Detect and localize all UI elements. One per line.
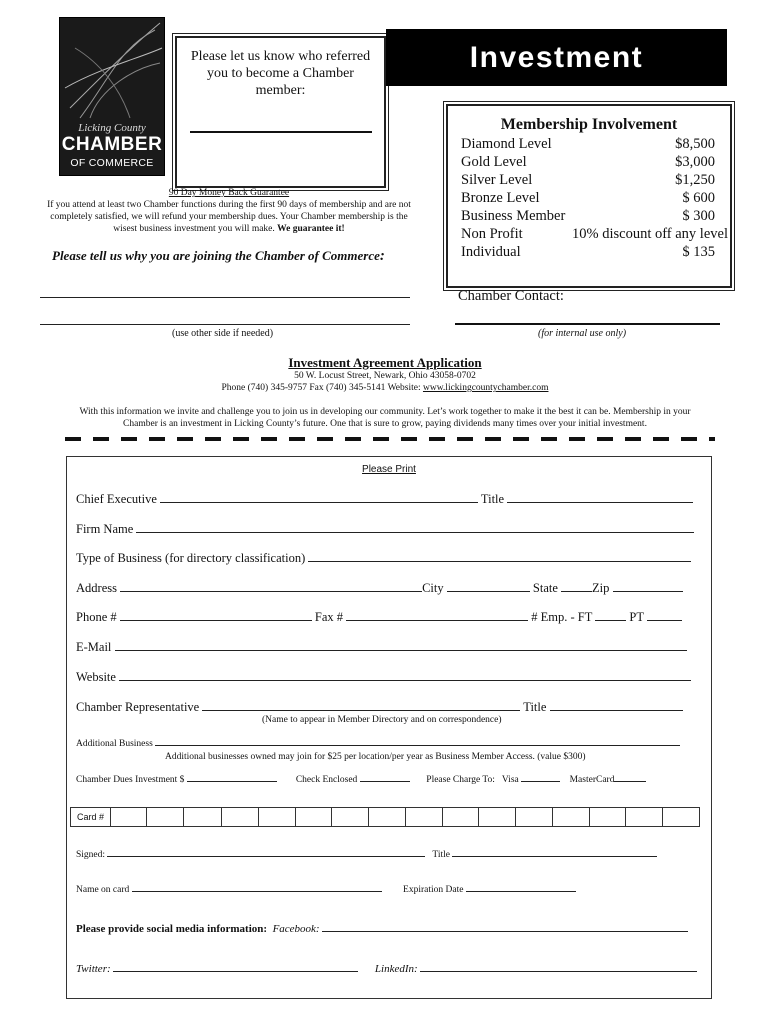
card-label: Card # bbox=[71, 808, 111, 826]
email-field[interactable] bbox=[115, 649, 687, 651]
referral-input-line[interactable] bbox=[190, 131, 372, 133]
guarantee-body: If you attend at least two Chamber functions during the first 90 days of membership and are not completely satisfied, we will refund your membership dues. Your Chamber membership is the wisest business investment you will make. We guarantee it! bbox=[47, 200, 411, 234]
row-website: Website bbox=[76, 670, 691, 685]
chamber-logo bbox=[59, 17, 165, 176]
twitter-field[interactable] bbox=[113, 970, 358, 972]
expiration-field[interactable] bbox=[466, 890, 576, 892]
row-dues: Chamber Dues Investment $ Check Enclosed Please Charge To: Visa MasterCard bbox=[76, 775, 646, 785]
row-signed: Signed: Title bbox=[76, 850, 657, 860]
membership-title: Membership Involvement bbox=[500, 116, 678, 133]
row-address: Address City State Zip bbox=[76, 581, 683, 596]
contact-line[interactable] bbox=[455, 323, 720, 325]
invite-text: With this information we invite and challenge you to join us in developing our community. Let’s work together to make it the best it can be. Membership in your Chamber is an investment in Licking County’s future. One that is sure to grow, paying dividends many times over your initial investment. bbox=[79, 407, 691, 429]
state-field[interactable] bbox=[561, 590, 592, 592]
chief-executive-field[interactable] bbox=[160, 501, 478, 503]
page-title: Investment bbox=[386, 29, 727, 86]
level-row: Silver Level $1,250 bbox=[461, 172, 715, 188]
guarantee-block bbox=[38, 187, 420, 235]
fax-field[interactable] bbox=[346, 619, 528, 621]
signature-field[interactable] bbox=[107, 855, 425, 857]
why-question: Please tell us why you are joining the Chamber of Commerce: bbox=[52, 248, 385, 264]
agreement-address: 50 W. Locust Street, Newark, Ohio 43058-0702 bbox=[294, 371, 476, 381]
why-line-1[interactable] bbox=[40, 297, 410, 298]
row-rep: Chamber Representative Title bbox=[76, 700, 683, 715]
website-field[interactable] bbox=[119, 679, 691, 681]
linkedin-field[interactable] bbox=[420, 970, 697, 972]
address-field[interactable] bbox=[120, 590, 422, 592]
mastercard-field[interactable] bbox=[614, 780, 646, 782]
referral-prompt: Please let us know who referred you to become a Chamber member: bbox=[190, 49, 371, 98]
visa-field[interactable] bbox=[521, 780, 560, 782]
dashed-divider bbox=[65, 437, 715, 441]
signed-title-field[interactable] bbox=[452, 855, 657, 857]
rep-note: (Name to appear in Member Directory and on correspondence) bbox=[262, 715, 502, 725]
chief-title-field[interactable] bbox=[507, 501, 693, 503]
level-row: Diamond Level $8,500 bbox=[461, 136, 715, 152]
logo-commerce: OF COMMERCE bbox=[70, 157, 154, 169]
why-line-2[interactable] bbox=[40, 324, 410, 325]
name-on-card-field[interactable] bbox=[132, 890, 382, 892]
please-print: Please Print bbox=[362, 464, 416, 475]
why-note: (use other side if needed) bbox=[172, 328, 274, 339]
rep-title-field[interactable] bbox=[550, 709, 683, 711]
logo-county: Licking County bbox=[78, 122, 146, 134]
logo-chamber: CHAMBER bbox=[61, 134, 163, 155]
membership-box bbox=[446, 104, 732, 288]
zip-field[interactable] bbox=[613, 590, 683, 592]
city-field[interactable] bbox=[447, 590, 530, 592]
website-link[interactable]: www.lickingcountychamber.com bbox=[422, 383, 549, 393]
facebook-field[interactable] bbox=[322, 930, 688, 932]
emp-ft-field[interactable] bbox=[595, 619, 626, 621]
level-row: Business Member $ 300 bbox=[461, 208, 715, 224]
dues-field[interactable] bbox=[187, 780, 277, 782]
level-row: Gold Level $3,000 bbox=[461, 154, 715, 170]
agreement-title: Investment Agreement Application bbox=[288, 355, 482, 370]
card-number-grid[interactable] bbox=[70, 807, 700, 827]
row-twitter: Twitter: LinkedIn: bbox=[76, 963, 697, 975]
row-card-name: Name on card Expiration Date bbox=[76, 885, 576, 895]
business-type-field[interactable] bbox=[308, 560, 691, 562]
row-firm: Firm Name bbox=[76, 522, 694, 537]
phone-field[interactable] bbox=[120, 619, 312, 621]
additional-business-field[interactable] bbox=[155, 744, 680, 746]
row-chief: Chief Executive Title bbox=[76, 492, 693, 507]
guarantee-title: 90 Day Money Back Guarantee bbox=[168, 188, 290, 198]
contact-label: Chamber Contact: bbox=[458, 288, 564, 304]
application-form bbox=[66, 456, 712, 999]
firm-name-field[interactable] bbox=[136, 531, 694, 533]
level-row: Bronze Level $ 600 bbox=[461, 190, 715, 206]
contact-note: (for internal use only) bbox=[538, 328, 627, 339]
level-row: Non Profit 10% discount off any level bbox=[461, 226, 728, 242]
row-email: E-Mail bbox=[76, 640, 687, 655]
logo-swirl-graphic bbox=[60, 18, 164, 122]
row-additional: Additional Business bbox=[76, 739, 680, 749]
row-type: Type of Business (for directory classification) bbox=[76, 551, 691, 566]
rep-field[interactable] bbox=[202, 709, 520, 711]
agreement-contact: Phone (740) 345-9757 Fax (740) 345-5141 Website: www.lickingcountychamber.com bbox=[221, 383, 549, 393]
additional-note: Additional businesses owned may join for $25 per location/per year as Business Member Access. (value $300) bbox=[165, 752, 586, 762]
row-social: Please provide social media information: Facebook: bbox=[76, 923, 688, 935]
check-field[interactable] bbox=[360, 780, 410, 782]
emp-pt-field[interactable] bbox=[647, 619, 682, 621]
row-phone: Phone # Fax # # Emp. - FT PT bbox=[76, 610, 682, 625]
referral-box bbox=[175, 36, 386, 188]
level-row: Individual $ 135 bbox=[461, 244, 715, 260]
